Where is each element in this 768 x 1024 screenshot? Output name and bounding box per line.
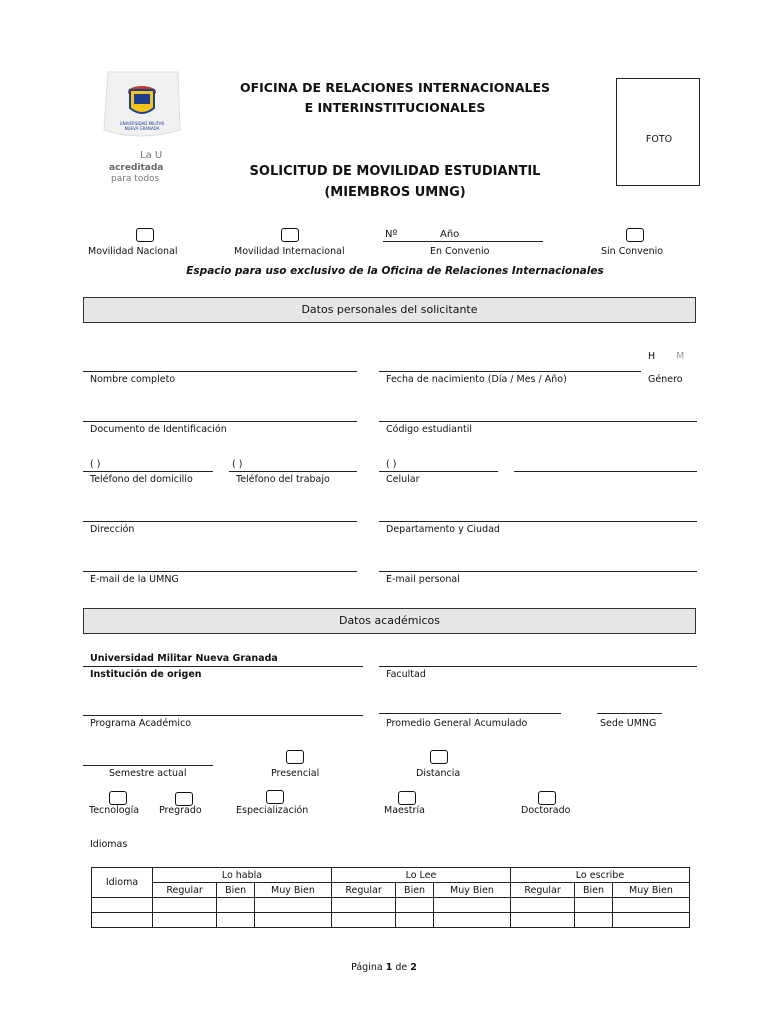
gender-h-label: H [648, 351, 656, 362]
email-umng-label: E-mail de la UMNG [90, 574, 179, 585]
institucion-label: Institución de origen [90, 669, 202, 680]
table-cell[interactable] [612, 913, 689, 928]
distancia-checkbox[interactable] [430, 750, 448, 764]
numero-label: Nº [385, 229, 398, 240]
office-title-line2: E INTERINSTITUCIONALES [304, 100, 486, 115]
tel-domicilio-field[interactable] [83, 471, 213, 472]
svg-text:NUEVA GRANADA: NUEVA GRANADA [124, 126, 160, 131]
programa-field[interactable] [83, 715, 363, 716]
nombre-field[interactable] [83, 371, 357, 372]
movilidad-nacional-checkbox[interactable] [136, 228, 154, 242]
semestre-label: Semestre actual [109, 768, 187, 779]
universidad-value: Universidad Militar Nueva Granada [90, 653, 278, 664]
promedio-label: Promedio General Acumulado [386, 718, 528, 729]
celular-paren: ( ) [386, 459, 397, 470]
level-regular-header: Regular [331, 883, 395, 898]
level-muy-bien-header: Muy Bien [254, 883, 331, 898]
email-personal-field[interactable] [379, 571, 697, 572]
tel-domicilio-paren: ( ) [90, 459, 101, 470]
level-bien-header: Bien [575, 883, 613, 898]
sin-convenio-checkbox[interactable] [626, 228, 644, 242]
table-cell[interactable] [510, 913, 574, 928]
especializacion-checkbox[interactable] [266, 790, 284, 804]
numero-anio-field[interactable] [383, 241, 543, 242]
level-muy-bien-header: Muy Bien [433, 883, 510, 898]
table-cell[interactable] [575, 913, 613, 928]
tel-trabajo-label: Teléfono del trabajo [236, 474, 330, 485]
email-umng-field[interactable] [83, 571, 357, 572]
table-cell[interactable] [331, 898, 395, 913]
sede-label: Sede UMNG [600, 718, 657, 729]
office-title-line1: OFICINA DE RELACIONES INTERNACIONALES [239, 80, 551, 95]
direccion-label: Dirección [90, 524, 135, 535]
languages-table [91, 867, 690, 928]
email-personal-label: E-mail personal [386, 574, 460, 585]
academic-section-header: Datos académicos [83, 608, 696, 634]
semestre-field[interactable] [83, 765, 213, 766]
photo-box[interactable] [616, 78, 700, 186]
tel-trabajo-paren: ( ) [232, 459, 243, 470]
pregrado-label: Pregrado [159, 805, 202, 816]
fecha-field[interactable] [379, 371, 641, 372]
doctorado-label: Doctorado [521, 805, 571, 816]
maestria-label: Maestría [384, 805, 425, 816]
pregrado-checkbox[interactable] [175, 792, 193, 806]
level-bien-header: Bien [396, 883, 434, 898]
departamento-label: Departamento y Ciudad [386, 524, 500, 535]
programa-label: Programa Académico [90, 718, 192, 729]
photo-label: FOTO [645, 134, 673, 145]
svg-text:UNIVERSIDAD MILITAR: UNIVERSIDAD MILITAR [119, 121, 165, 126]
level-muy-bien-header: Muy Bien [612, 883, 689, 898]
presencial-checkbox[interactable] [286, 750, 304, 764]
codigo-label: Código estudiantil [386, 424, 473, 435]
table-cell[interactable] [331, 913, 395, 928]
maestria-checkbox[interactable] [398, 791, 416, 805]
page-footer [0, 962, 768, 973]
celular-field[interactable] [379, 471, 498, 472]
table-cell[interactable] [92, 898, 153, 913]
office-use-note: Espacio para uso exclusivo de la Oficina de Relaciones Internacionales [186, 265, 604, 277]
especializacion-label: Especialización [236, 805, 309, 816]
level-regular-header: Regular [153, 883, 217, 898]
tecnologia-checkbox[interactable] [109, 791, 127, 805]
tel-domicilio-label: Teléfono del domicilio [90, 474, 193, 485]
table-cell[interactable] [612, 898, 689, 913]
logo-line3: para todos [111, 174, 160, 184]
lo-escribe-header: Lo escribe [510, 868, 689, 883]
crest-icon [100, 70, 184, 142]
logo-line1: La U [140, 150, 163, 161]
table-row [92, 913, 690, 928]
documento-field[interactable] [83, 421, 357, 422]
de-label: de [395, 962, 408, 973]
form-title-line1: SOLICITUD DE MOVILIDAD ESTUDIANTIL [249, 164, 541, 179]
table-cell[interactable] [510, 898, 574, 913]
table-cell[interactable] [575, 898, 613, 913]
direccion-field[interactable] [83, 521, 357, 522]
table-cell[interactable] [217, 898, 255, 913]
presencial-label: Presencial [271, 768, 320, 779]
table-row [92, 898, 690, 913]
idioma-header: Idioma [92, 868, 153, 898]
movilidad-internacional-label: Movilidad Internacional [234, 246, 345, 257]
movilidad-internacional-checkbox[interactable] [281, 228, 299, 242]
current-page: 1 [385, 962, 393, 973]
sin-convenio-label: Sin Convenio [601, 246, 664, 257]
lo-lee-header: Lo Lee [331, 868, 510, 883]
table-cell[interactable] [433, 913, 510, 928]
nombre-label: Nombre completo [90, 374, 176, 385]
logo-line2: acreditada [109, 163, 164, 173]
lo-habla-header: Lo habla [153, 868, 332, 883]
facultad-label: Facultad [386, 669, 426, 680]
table-cell[interactable] [433, 898, 510, 913]
table-cell[interactable] [396, 913, 434, 928]
genero-label: Género [648, 374, 683, 385]
table-cell[interactable] [254, 898, 331, 913]
tel-trabajo-field[interactable] [229, 471, 357, 472]
sede-field[interactable] [597, 713, 662, 714]
gender-m-label: M [676, 351, 685, 362]
en-convenio-label: En Convenio [430, 246, 490, 257]
distancia-label: Distancia [416, 768, 461, 779]
table-cell[interactable] [153, 913, 217, 928]
institucion-field[interactable] [83, 666, 363, 667]
extra-phone-field[interactable] [514, 471, 697, 472]
table-cell[interactable] [396, 898, 434, 913]
idiomas-label: Idiomas [90, 839, 128, 850]
anio-label: Año [440, 229, 460, 240]
movilidad-nacional-label: Movilidad Nacional [88, 246, 178, 257]
fecha-label: Fecha de nacimiento (Día / Mes / Año) [386, 374, 567, 385]
university-logo [100, 70, 184, 160]
facultad-field[interactable] [379, 666, 697, 667]
documento-label: Documento de Identificación [90, 424, 227, 435]
table-cell[interactable] [254, 913, 331, 928]
pagina-label: Página [351, 962, 383, 973]
level-regular-header: Regular [510, 883, 574, 898]
table-cell[interactable] [153, 898, 217, 913]
departamento-field[interactable] [379, 521, 697, 522]
total-pages: 2 [410, 962, 417, 973]
level-bien-header: Bien [217, 883, 255, 898]
doctorado-checkbox[interactable] [538, 791, 556, 805]
codigo-field[interactable] [379, 421, 697, 422]
tecnologia-label: Tecnología [89, 805, 140, 816]
personal-section-header: Datos personales del solicitante [83, 297, 696, 323]
table-cell[interactable] [217, 913, 255, 928]
form-title-line2: (MIEMBROS UMNG) [324, 185, 466, 200]
table-cell[interactable] [92, 913, 153, 928]
celular-label: Celular [386, 474, 420, 485]
promedio-field[interactable] [379, 713, 561, 714]
